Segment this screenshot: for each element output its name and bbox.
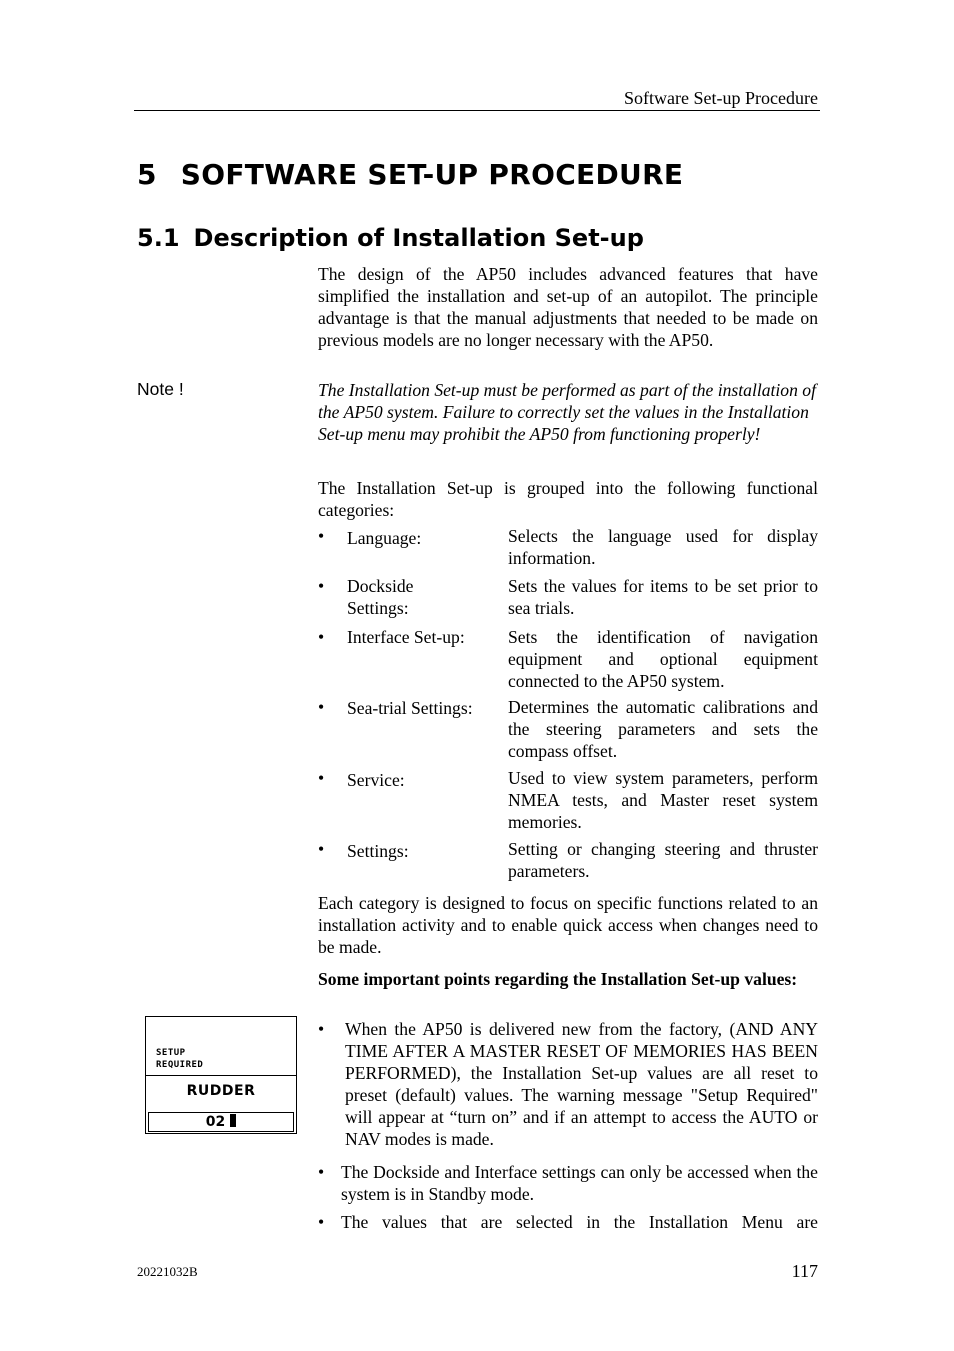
category-name: Settings: (347, 841, 409, 861)
cursor-icon (230, 1114, 236, 1127)
page-number: 117 (791, 1261, 818, 1281)
category-name: Sea-trial Settings: (347, 698, 473, 718)
category-name: Interface Set-up: (347, 627, 465, 647)
category-name: Service: (347, 770, 405, 790)
intro-paragraph: The design of the AP50 includes advanced features that have simplified the installation and set-up of an autopilot. The principle advantage is that the manual adjustments that needed to be made on previous models are no longer necessary with the AP50. (318, 264, 818, 350)
points-heading: Some important points regarding the Installation Set-up values: (318, 969, 798, 989)
bullet-icon: • (318, 627, 325, 647)
autopilot-display-figure (145, 1016, 297, 1134)
category-description: Used to view system parameters, perform NMEA tests, and Master reset system memories. (508, 768, 818, 832)
document-number: 20221032B (137, 1264, 198, 1279)
category-description: Setting or changing steering and thruster parameters. (508, 839, 818, 881)
bullet-icon: • (318, 1019, 325, 1039)
section-number: 5.1 (137, 224, 180, 252)
section-heading (137, 224, 644, 252)
display-line-1: SETUP (156, 1048, 186, 1058)
category-name: Dockside Settings: (347, 576, 414, 618)
category-description: Sets the values for items to be set prior to sea trials. (508, 576, 818, 618)
display-value-box (148, 1112, 294, 1132)
point-text: The Dockside and Interface settings can only be accessed when the system is in Standby mode. (341, 1162, 818, 1204)
point-text: The values that are selected in the Installation Menu are (341, 1212, 818, 1232)
point-text: When the AP50 is delivered new from the factory, (AND ANY TIME AFTER A MASTER RESET OF MEMORIES HAS BEEN PERFORMED), the Installation Set-up values are all reset to preset (default) values. The warning message "Setup Required" will appear at “turn on” and if an attempt to access the AUTO or NAV modes is made. (345, 1019, 818, 1149)
category-summary: Each category is designed to focus on specific functions related to an installation activity and to enable quick access when changes need to be made. (318, 893, 818, 957)
header-rule (134, 110, 820, 111)
display-divider (146, 1075, 296, 1076)
bullet-icon: • (318, 697, 325, 717)
category-name: Language: (347, 528, 422, 548)
running-header: Software Set-up Procedure (624, 88, 818, 108)
display-value: 02 (205, 1114, 226, 1130)
note-label: Note ! (137, 379, 184, 399)
display-message (156, 1047, 203, 1071)
category-description: Sets the identification of navigation equipment and optional equipment connected to the AP50 system. (508, 627, 818, 691)
bullet-icon: • (318, 1212, 325, 1232)
chapter-number: 5 (137, 158, 157, 191)
chapter-heading (137, 158, 683, 191)
bullet-icon: • (318, 1162, 325, 1182)
chapter-title: SOFTWARE SET-UP PROCEDURE (180, 158, 684, 191)
section-title: Description of Installation Set-up (193, 224, 644, 252)
bullet-icon: • (318, 576, 325, 596)
bullet-icon: • (318, 526, 325, 546)
display-label: RUDDER (186, 1083, 256, 1099)
note-text: The Installation Set-up must be performed as part of the installation of the AP50 system. Failure to correctly set the values in the Installation Set-up menu may prohibit the AP50 from functioning properly! (318, 380, 816, 444)
categories-intro: The Installation Set-up is grouped into the following functional categories: (318, 478, 818, 520)
category-description: Determines the automatic calibrations and the steering parameters and sets the compass offset. (508, 697, 818, 761)
bullet-icon: • (318, 768, 325, 788)
category-description: Selects the language used for display information. (508, 526, 818, 568)
bullet-icon: • (318, 839, 325, 859)
display-line-2: REQUIRED (156, 1060, 204, 1070)
